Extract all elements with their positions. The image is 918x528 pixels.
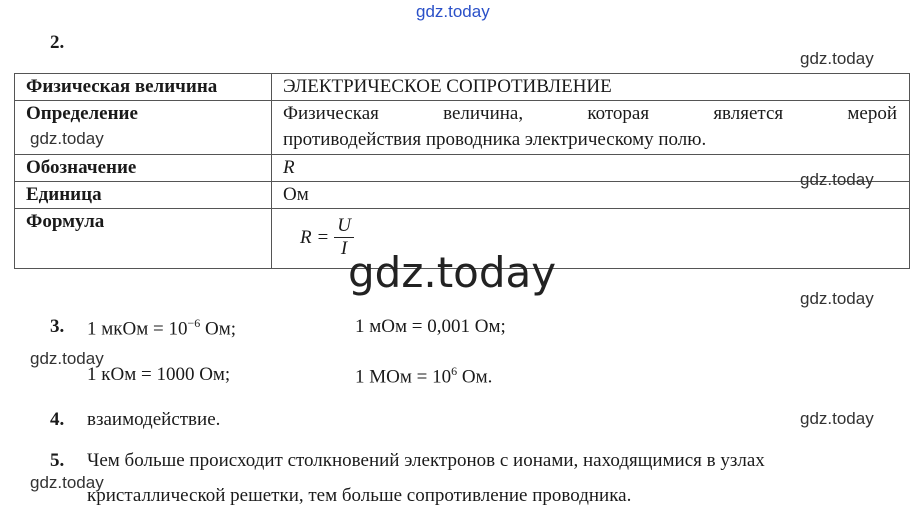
- table-row: [15, 155, 909, 182]
- row-value: [272, 101, 909, 154]
- row-label: Формула: [15, 209, 272, 268]
- unit-conversion: 1 мОм = 0,001 Ом;: [355, 316, 506, 337]
- row-label: Единица: [15, 182, 272, 208]
- formula-numerator: U: [337, 215, 351, 236]
- item-number: 4.: [50, 409, 65, 430]
- item-number: 5.: [50, 450, 65, 471]
- unit-conversion: 1 кОм = 1000 Ом;: [87, 364, 231, 385]
- row-value: ЭЛЕКТРИЧЕСКОЕ СОПРОТИВЛЕНИЕ: [283, 76, 612, 97]
- table-row: [15, 101, 909, 155]
- definition-table: [14, 73, 910, 269]
- watermark-large: gdz.today: [348, 248, 557, 297]
- formula-denominator: I: [340, 238, 348, 259]
- row-label: Определение: [15, 101, 272, 154]
- row-value: Ом: [283, 184, 309, 205]
- definition-line-2: противодействия проводника электрическому полю.: [283, 129, 707, 150]
- item-number: 2.: [50, 32, 65, 53]
- watermark: gdz.today: [30, 129, 104, 148]
- watermark: gdz.today: [800, 170, 874, 189]
- formula-lhs: R =: [300, 226, 330, 248]
- answer-text: Чем больше происходит столкновений электронов с ионами, находящимися в узлах: [87, 450, 765, 471]
- row-label: Физическая величина: [15, 74, 272, 100]
- row-value: R: [283, 157, 295, 178]
- unit-conversion: 1 МОм = $10^6$ Ом.: [355, 364, 493, 388]
- watermark: gdz.today: [30, 473, 104, 492]
- table-row: [15, 74, 909, 101]
- resistance-formula: [300, 215, 354, 260]
- definition-line-1: Физическая величина, которая является мерой: [283, 103, 897, 124]
- unit-conversion: 1 мкОм = $10^{-6}$ Ом;: [87, 316, 237, 340]
- item-number: 3.: [50, 316, 65, 337]
- watermark: gdz.today: [800, 289, 874, 308]
- watermark: gdz.today: [416, 2, 490, 21]
- answer-text: кристаллической решетки, тем больше сопротивление проводника.: [87, 485, 632, 506]
- watermark: gdz.today: [30, 349, 104, 368]
- row-label: Обозначение: [15, 155, 272, 181]
- table-row: [15, 182, 909, 209]
- answer-text: взаимодействие.: [87, 409, 221, 430]
- watermark: gdz.today: [800, 409, 874, 428]
- watermark: gdz.today: [800, 49, 874, 68]
